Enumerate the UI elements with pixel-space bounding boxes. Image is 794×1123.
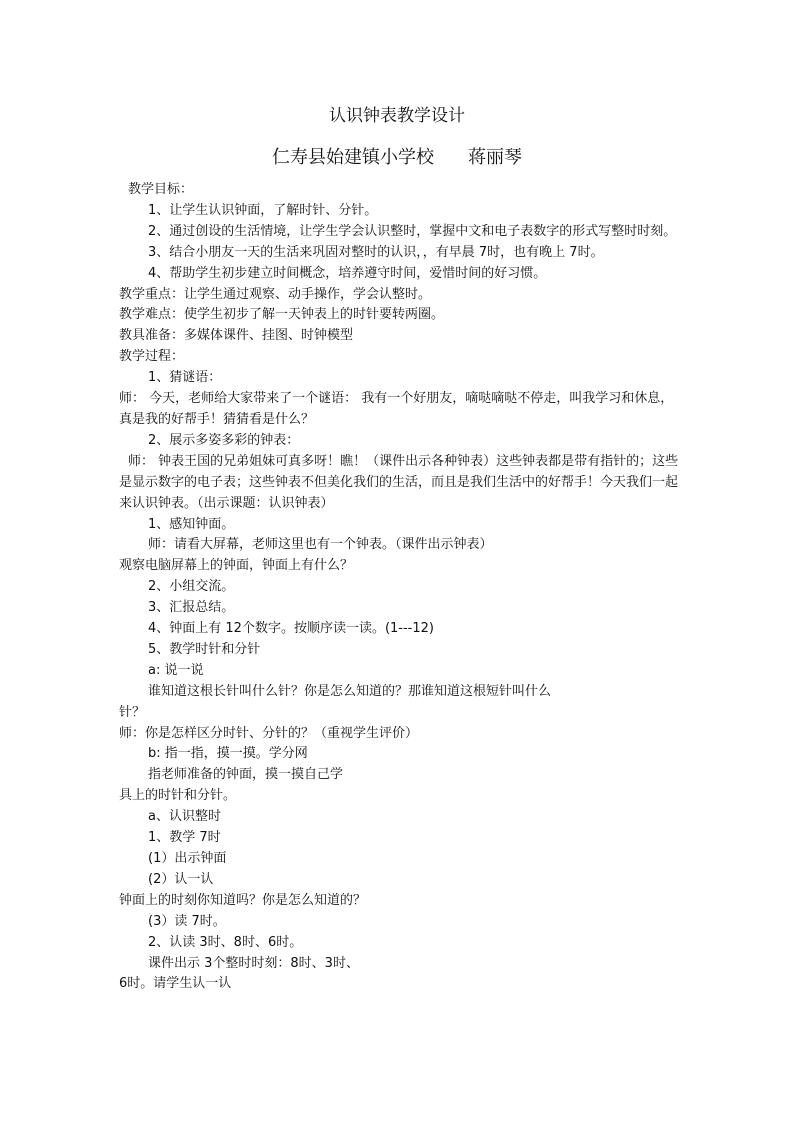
paragraph-line: 1、猜谜语：	[148, 370, 222, 386]
paragraph-line: 4、钟面上有 12个数字。按顺序读一读。(1---12)	[148, 621, 434, 637]
school-name: 仁寿县始建镇小学校	[272, 147, 434, 168]
paragraph-line: 3、结合小朋友一天的生活来巩固对整时的认识，，有早晨 7时，也有晚上 7时。	[148, 244, 604, 260]
paragraph-line: a: 说一说	[148, 662, 204, 678]
paragraph-line: 观察电脑屏幕上的钟面，钟面上有什么？	[119, 558, 354, 574]
document-byline	[0, 145, 794, 171]
paragraph-line: 具上的时针和分针。	[119, 788, 237, 804]
paragraph-line: 师： 钟表王国的兄弟姐妹可真多呀！瞧！（课件出示各种钟表）这些钟表都是带有指针的；这些是显示数字的电子表；这些钟表不但美化我们的生活，而且是我们生活中的好帮手！今天我们一起来认识钟表。（出示课题：认识钟表）	[119, 453, 679, 511]
paragraph-line: 教具准备：多媒体课件、挂图、时钟模型	[119, 328, 354, 344]
paragraph-line: 2、展示多姿多彩的钟表：	[148, 432, 300, 448]
paragraph-line: 针？	[119, 704, 146, 720]
paragraph-line: 教学过程：	[119, 349, 185, 365]
paragraph-line: 4、帮助学生初步建立时间概念，培养遵守时间，爱惜时间的好习惯。	[148, 265, 547, 281]
paragraph-line: 师：你是怎样区分时针、分针的？（重视学生评价）	[119, 725, 419, 741]
paragraph-line: 6时。请学生认一认	[119, 976, 232, 992]
document-title: 认识钟表教学设计	[329, 106, 465, 126]
paragraph-line: 教学难点：使学生初步了解一天钟表上的时针要转两圈。	[119, 307, 445, 323]
paragraph-line: 2、通过创设的生活情境，让学生学会认识整时，掌握中文和电子表数字的形式写整时时刻。	[148, 223, 677, 239]
paragraph-line: 2、认读 3时、8时、6时。	[148, 934, 303, 950]
paragraph-line: 钟面上的时刻你知道吗？你是怎么知道的？	[119, 892, 367, 908]
paragraph-line: (1）出示钟面	[148, 851, 227, 866]
paragraph-line: 2、小组交流。	[148, 579, 235, 595]
paragraph-line: 师：请看大屏幕，老师这里也有一个钟表。（课件出示钟表）	[148, 537, 493, 553]
author-name: 蒋丽琴	[468, 147, 522, 168]
paragraph-line: 谁知道这根长针叫什么针？你是怎么知道的？那谁知道这根短针叫什么	[148, 683, 552, 699]
paragraph-line: b: 指一指，摸一摸。学分网	[148, 746, 308, 762]
paragraph-line: a、认识整时	[148, 809, 221, 825]
paragraph-line: 1、教学 7时	[148, 830, 221, 846]
paragraph-line: (2）认一认	[148, 871, 214, 887]
paragraph-line: 教学目标：	[128, 182, 194, 197]
paragraph-line: 师： 今天，老师给大家带来了一个谜语： 我有一个好朋友，嘀哒嘀哒不停走，叫我学习和休息，真是我的好帮手！猜猜看是什么？	[119, 391, 674, 427]
paragraph-line: 指老师准备的钟面，摸一摸自己学	[148, 767, 344, 783]
paragraph-line: 1、让学生认识钟面，了解时针、分针。	[148, 202, 378, 218]
paragraph-line: (3）读 7时。	[148, 913, 226, 929]
paragraph-line: 1、感知钟面。	[148, 516, 235, 532]
paragraph-line: 课件出示 3个整时时刻：8时、3时、	[148, 955, 359, 971]
paragraph-line: 5、教学时针和分针	[148, 641, 261, 657]
paragraph-line: 3、汇报总结。	[148, 600, 235, 616]
document-body	[119, 180, 679, 995]
paragraph-line: 教学重点：让学生通过观察、动手操作，学会认整时。	[119, 286, 432, 302]
